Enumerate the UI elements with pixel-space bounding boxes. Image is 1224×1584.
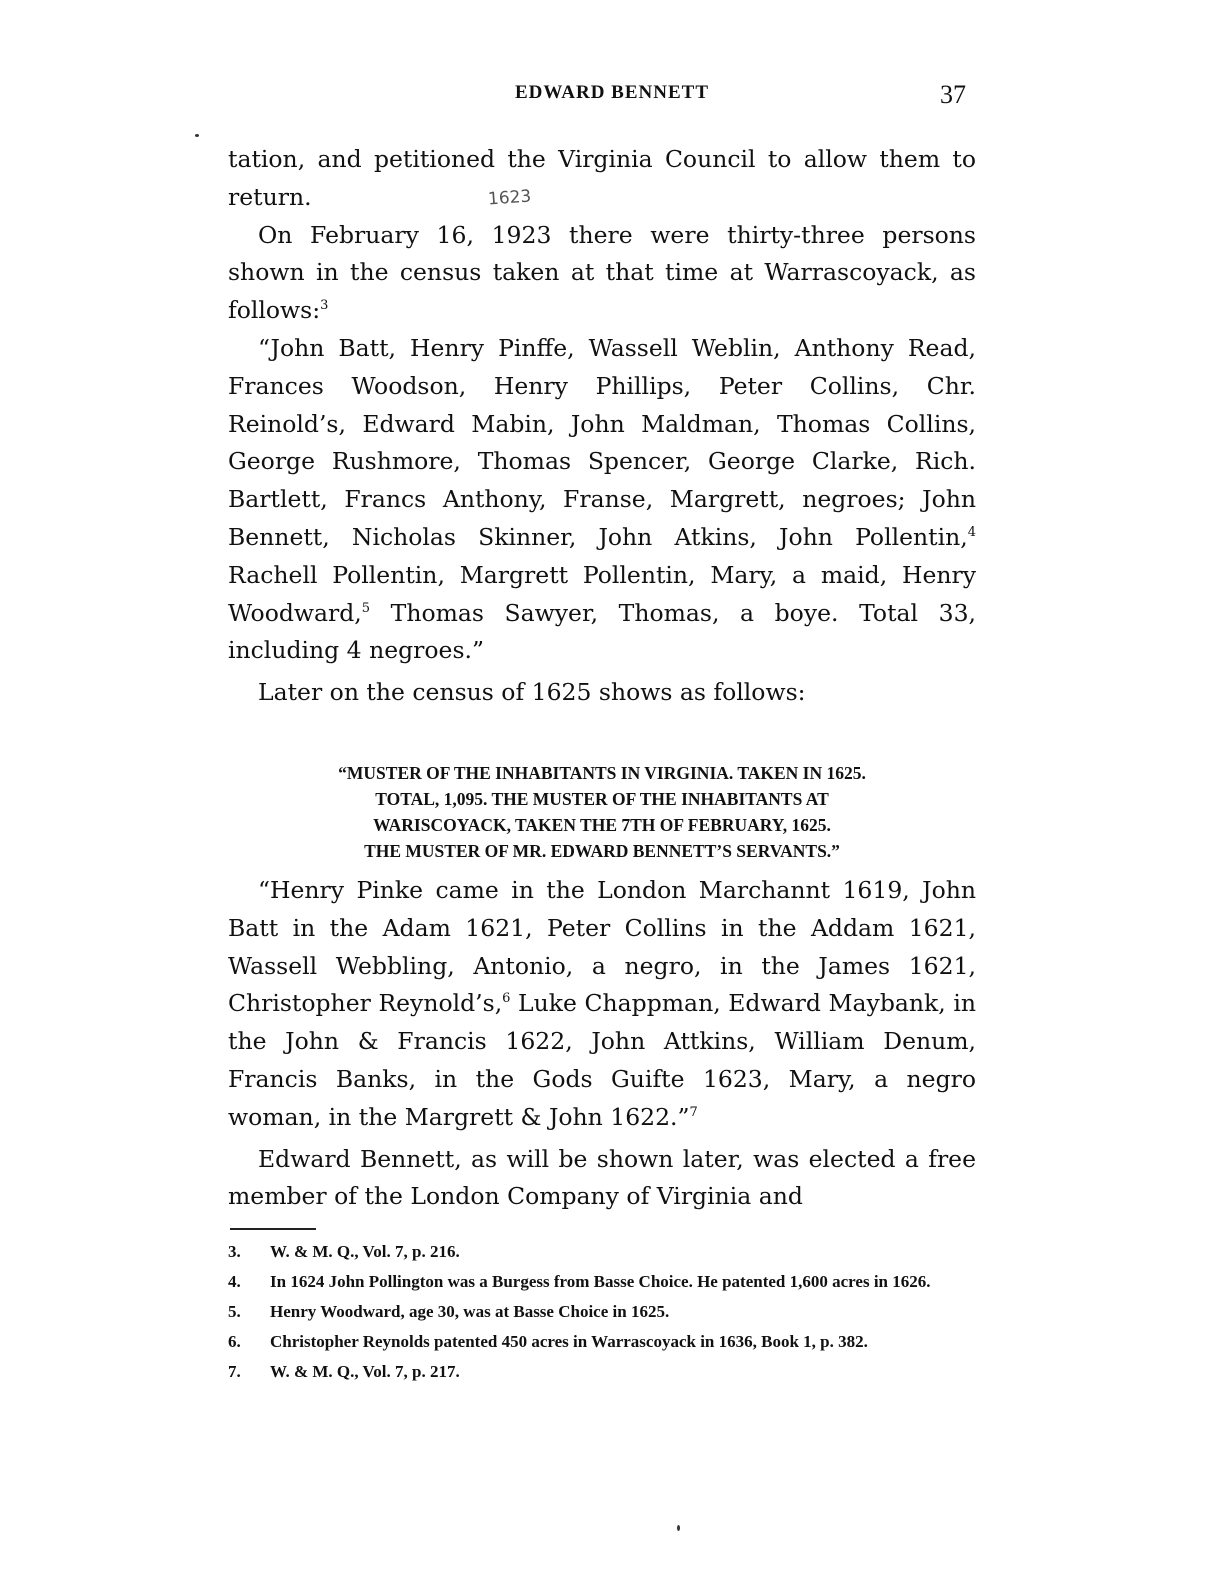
footnote-7: [228, 1361, 980, 1383]
name-list-part-a: “John Batt, Henry Pinffe, Wassell Weblin, Anthony Read, Frances Woodson, Henry Phillips, Peter Collins, Chr. Reinold’s, Edward Mabin, John Maldman, Thomas Collins, George Rushmore, Thomas Spencer, George Clarke, Rich. Bartlett, Francs Anthony, Franse, Margrett, negroes; John Bennett, Nicholas Skinner, John Atkins, John Pollentin,: [228, 333, 976, 551]
footnote-ref-6[interactable]: 6: [502, 991, 511, 1007]
footnote-3: [228, 1241, 980, 1263]
name-list-part-c: Thomas Sawyer, Thomas, a boye. Total 33, including 4 negroes.”: [228, 598, 976, 665]
running-head: [0, 80, 1224, 110]
census-1623-text: On February 16, 1923 there were thirty-three persons shown in the census taken at that time at Warrascoyack, as follows:: [228, 220, 976, 325]
ship-arrivals-part-b: Luke Chappman, Edward Maybank, in the John & Francis 1622, John Attkins, William Denum, Francis Banks, in the Gods Guifte 1623, Mary, a negro woman, in the Margrett & John 1622.”: [228, 989, 976, 1131]
footnotes: [228, 1241, 980, 1391]
name-list-part-b: Rachell Pollentin, Margrett Pollentin, Mary, a maid, Henry Woodward,: [228, 560, 976, 627]
paragraph-census-1623: [228, 217, 976, 330]
page-number: 37: [940, 80, 966, 109]
paragraph-ship-arrivals: [228, 872, 976, 1137]
footnote-number: 7.: [228, 1362, 241, 1381]
footnote-6: [228, 1331, 980, 1353]
paragraph-name-list: [228, 330, 976, 670]
paragraph-census-1625-intro: Later on the census of 1625 shows as follows:: [258, 678, 806, 707]
footnote-number: 5.: [228, 1302, 241, 1321]
stray-mark-bottom: [677, 1525, 680, 1531]
stray-mark-top: [195, 134, 199, 137]
footnote-ref-4[interactable]: 4: [967, 524, 976, 540]
footnote-number: 3.: [228, 1242, 241, 1261]
footnote-ref-3[interactable]: 3: [320, 298, 329, 314]
ship-arrivals-part-a: “Henry Pinke came in the London Marchannt 1619, John Batt in the Adam 1621, Peter Collins in the Addam 1621, Wassell Webbling, Antonio, a negro, in the James 1621, Christopher Reynold’s,: [228, 876, 976, 1018]
paragraph-london-company: Edward Bennett, as will be shown later, was elected a free member of the London Company of Virginia and: [228, 1144, 976, 1211]
muster-line: “MUSTER OF THE INHABITANTS IN VIRGINIA. TAKEN IN 1625.: [338, 763, 866, 783]
lower-text-block: [228, 872, 976, 1216]
footnote-rule: [230, 1228, 316, 1230]
footnote-number: 4.: [228, 1272, 241, 1291]
footnote-number: 6.: [228, 1332, 241, 1351]
muster-line: WARISCOYACK, TAKEN THE 7TH OF FEBRUARY, 1625.: [373, 815, 831, 835]
footnote-text: W. & M. Q., Vol. 7, p. 217.: [270, 1362, 460, 1381]
muster-heading: [228, 760, 976, 864]
footnote-5: [228, 1301, 980, 1323]
footnote-text: Christopher Reynolds patented 450 acres in Warrascoyack in 1636, Book 1, p. 382.: [270, 1332, 868, 1351]
running-title: EDWARD BENNETT: [514, 82, 709, 103]
upper-text-block: [228, 141, 976, 712]
footnote-text: Henry Woodward, age 30, was at Basse Choice in 1625.: [270, 1302, 670, 1321]
footnote-ref-5[interactable]: 5: [361, 600, 371, 616]
paragraph-continuation: tation, and petitioned the Virginia Council to allow them to return.: [228, 145, 976, 211]
footnote-text: In 1624 John Pollington was a Burgess from Basse Choice. He patented 1,600 acres in 1626.: [270, 1272, 931, 1291]
footnote-4: [228, 1271, 980, 1293]
muster-line: TOTAL, 1,095. THE MUSTER OF THE INHABITANTS AT: [375, 789, 829, 809]
footnote-text: W. & M. Q., Vol. 7, p. 216.: [270, 1242, 460, 1261]
handwritten-annotation: 1623: [487, 186, 532, 210]
muster-line: THE MUSTER OF MR. EDWARD BENNETT’S SERVANTS.”: [364, 841, 840, 861]
footnote-ref-7[interactable]: 7: [689, 1104, 698, 1120]
